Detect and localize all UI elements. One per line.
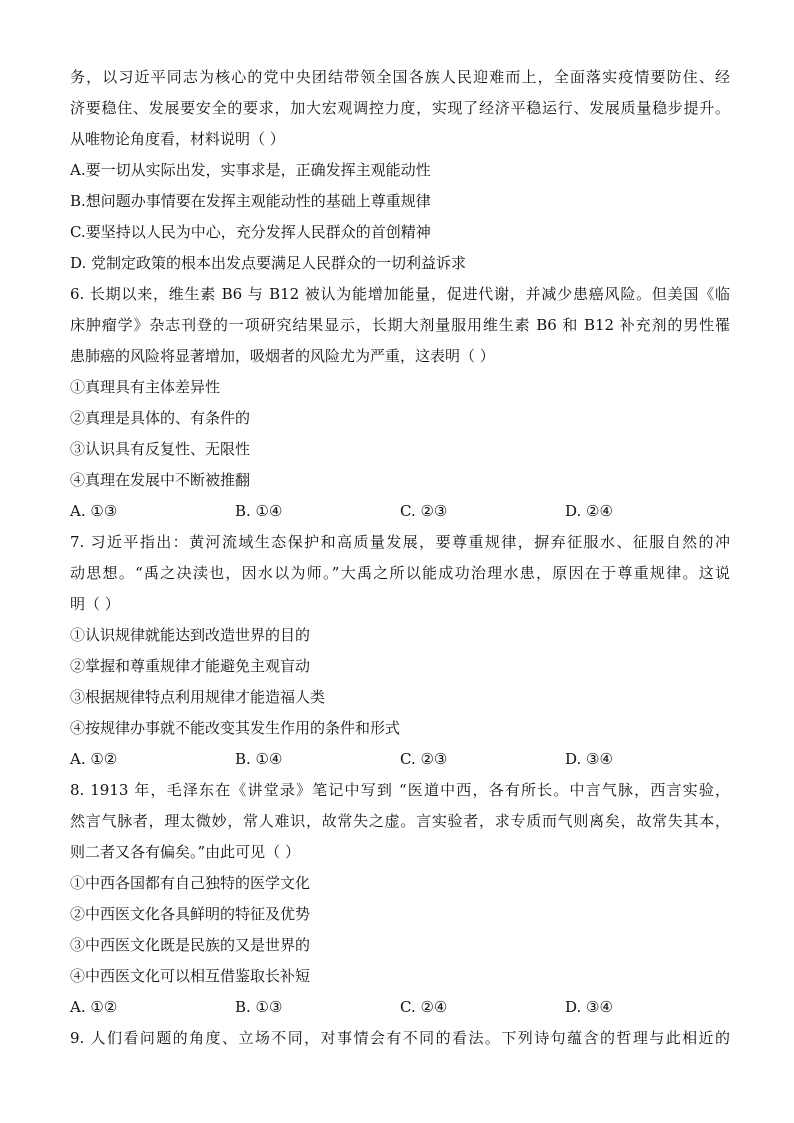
question-text-line: 床肿瘤学》杂志刊登的一项研究结果显示，长期大剂量服用维生素 B6 和 B12 补充剂的男性罹 [70,316,730,334]
question-text-line: 9. 人们看问题的角度、立场不同，对事情会有不同的看法。下列诗句蕴含的哲理与此相近的 [70,1029,730,1047]
statement-4: ④中西医文化可以相互借鉴取长补短 [70,967,311,985]
answer-options [70,496,730,527]
choice-b: B.想问题办事情要在发挥主观能动性的基础上尊重规律 [70,192,431,210]
exam-page [70,62,730,1054]
question-text-line: 然言气脉者，理太微妙，常人难识，故常失之虚。言实验者，求专质而气则离矣，故常失其本， [70,812,730,830]
option-c: C. ②③ [400,750,448,768]
choice-c: C.要坚持以人民为中心，充分发挥人民群众的首创精神 [70,223,431,241]
option-a: A. ①② [70,998,118,1016]
statement-1: ①中西各国都有自己独特的医学文化 [70,874,311,892]
question-6 [70,279,730,527]
option-c: C. ②④ [400,998,448,1016]
statement-4: ④按规律办事就不能改变其发生作用的条件和形式 [70,719,401,737]
option-b: B. ①④ [235,750,283,768]
option-b: B. ①④ [235,502,283,520]
statement-2: ②真理是具体的、有条件的 [70,409,251,427]
statement-2: ②掌握和尊重规律才能避免主观盲动 [70,657,311,675]
statement-1: ①认识规律就能达到改造世界的目的 [70,626,311,644]
question-5-continuation [70,62,730,279]
question-text-line: 6. 长期以来，维生素 B6 与 B12 被认为能增加能量，促进代谢，并减少患癌风险。但美国《临 [70,285,730,303]
question-text-line: 务，以习近平同志为核心的党中央团结带领全国各族人民迎难而上，全面落实疫情要防住、经 [70,68,730,86]
choice-d: D. 党制定政策的根本出发点要满足人民群众的一切利益诉求 [70,254,467,272]
statement-3: ③中西医文化既是民族的又是世界的 [70,936,311,954]
choice-a: A.要一切从实际出发，实事求是，正确发挥主观能动性 [70,161,431,179]
option-d: D. ③④ [565,750,613,768]
question-text-line: 7. 习近平指出：黄河流域生态保护和高质量发展，要尊重规律，摒弃征服水、征服自然的冲 [70,533,730,551]
question-text-line: 从唯物论角度看，材料说明（ ） [70,130,285,148]
question-text-line: 8. 1913 年，毛泽东在《讲堂录》笔记中写到 “医道中西，各有所长。中言气脉，西言实验， [70,781,730,799]
option-d: D. ③④ [565,998,613,1016]
question-text-line: 明（ ） [70,595,120,613]
option-a: A. ①② [70,750,118,768]
question-text-line: 则二者又各有偏矣。”由此可见（ ） [70,843,300,861]
option-c: C. ②③ [400,502,448,520]
statement-3: ③根据规律特点利用规律才能造福人类 [70,688,326,706]
option-b: B. ①③ [235,998,283,1016]
option-a: A. ①③ [70,502,118,520]
answer-options [70,744,730,775]
question-text-line: 济要稳住、发展要安全的要求，加大宏观调控力度，实现了经济平稳运行、发展质量稳步提升。 [70,99,730,117]
question-7 [70,527,730,775]
question-text-line: 患肺癌的风险将显著增加，吸烟者的风险尤为严重，这表明（ ） [70,347,495,365]
statement-1: ①真理具有主体差异性 [70,378,221,396]
question-9 [70,1023,730,1054]
question-8 [70,775,730,1023]
option-d: D. ②④ [565,502,613,520]
question-text-line: 动思想。“禹之决渎也，因水以为师。”大禹之所以能成功治理水患，原因在于尊重规律。这说 [70,564,730,582]
statement-4: ④真理在发展中不断被推翻 [70,471,251,489]
statement-3: ③认识具有反复性、无限性 [70,440,251,458]
statement-2: ②中西医文化各具鲜明的特征及优势 [70,905,311,923]
answer-options [70,992,730,1023]
